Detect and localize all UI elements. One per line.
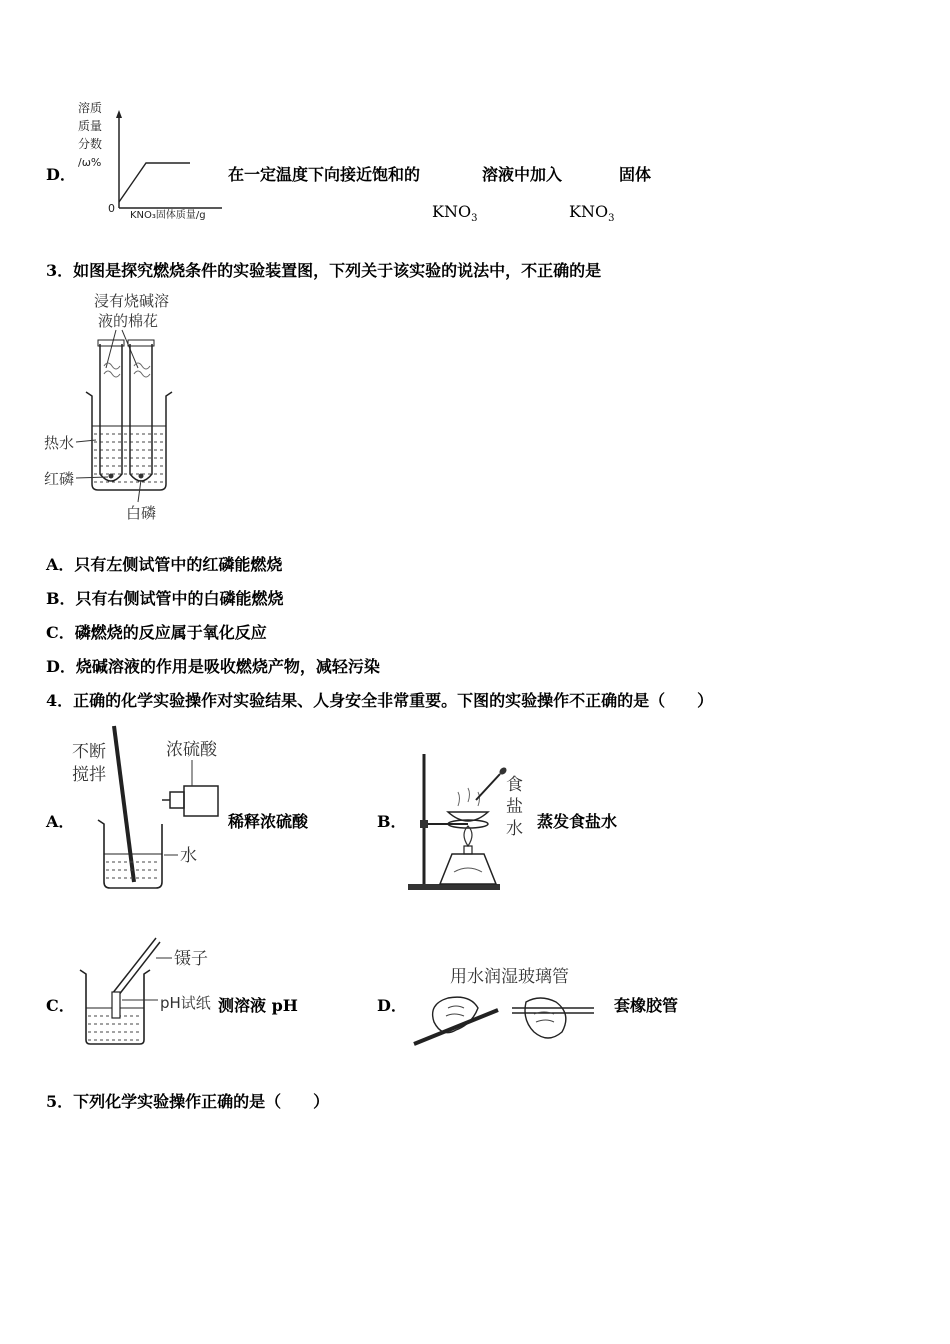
salt-label-1: 食 bbox=[506, 775, 523, 795]
q3-option-d: D．烧碱溶液的作用是吸收燃烧产物，减轻污染 bbox=[46, 657, 380, 676]
q4-stem: 4．正确的化学实验操作对实验结果、人身安全非常重要。下图的实验操作不正确的是（ ） bbox=[46, 691, 714, 710]
water-label: 水 bbox=[180, 846, 197, 866]
salt-label-2: 盐 bbox=[506, 797, 523, 817]
graph-curve bbox=[119, 163, 190, 202]
rubber-tube bbox=[414, 1010, 498, 1044]
graph-y-label-2: 质量 bbox=[78, 119, 103, 133]
q5-stem: 5．下列化学实验操作正确的是（ ） bbox=[46, 1092, 330, 1111]
tube-label: 用水润湿玻璃管 bbox=[450, 967, 569, 987]
evaporation-figure bbox=[402, 750, 532, 892]
tweezer-label: 镊子 bbox=[174, 949, 208, 969]
combustion-apparatus-figure bbox=[42, 288, 202, 526]
cotton-label-line-2: 液的棉花 bbox=[98, 312, 159, 330]
dropper bbox=[476, 774, 500, 800]
tweezers bbox=[112, 938, 156, 994]
q3-stem: 3．如图是探究燃烧条件的实验装置图，下列关于该实验的说法中，不正确的是 bbox=[46, 261, 602, 280]
acid-label: 浓硫酸 bbox=[166, 740, 217, 760]
q2-option-d-text-c: 固体 bbox=[619, 165, 652, 184]
stir-label-1: 不断 bbox=[72, 742, 106, 762]
ph-paper bbox=[112, 992, 120, 1018]
right-hand bbox=[525, 998, 566, 1038]
q4-option-a-letter: A． bbox=[46, 812, 75, 831]
solute-fraction-graph bbox=[72, 98, 232, 226]
acid-bottle bbox=[184, 786, 218, 816]
rubber-tube-figure bbox=[408, 958, 600, 1054]
q4-option-b-letter: B． bbox=[377, 812, 407, 831]
q4-option-b-caption: 蒸发食盐水 bbox=[537, 812, 618, 831]
iron-stand-base bbox=[408, 884, 500, 890]
ph-paper-label: pH试纸 bbox=[160, 994, 211, 1012]
q4-option-a-caption: 稀释浓硫酸 bbox=[228, 812, 309, 831]
graph-y-label-3: 分数 bbox=[78, 137, 103, 151]
q4-option-d-letter: D． bbox=[377, 996, 407, 1015]
q3-option-c: C．磷燃烧的反应属于氧化反应 bbox=[46, 623, 267, 642]
white-phosphorus bbox=[139, 474, 144, 479]
q2-option-d-text-a: 在一定温度下向接近饱和的 bbox=[228, 165, 421, 184]
glass-rod bbox=[114, 726, 134, 882]
formula-kno3-2: $KNO_3$ bbox=[569, 202, 615, 225]
q4-option-d-caption: 套橡胶管 bbox=[614, 996, 679, 1015]
graph-origin: 0 bbox=[108, 202, 115, 215]
graph-y-label-1: 溶质 bbox=[78, 101, 103, 115]
hot-water bbox=[94, 434, 164, 482]
q2-option-d-text-b: 溶液中加入 bbox=[482, 165, 563, 184]
q3-option-b: B．只有右侧试管中的白磷能燃烧 bbox=[46, 589, 284, 608]
dilute-acid-figure bbox=[68, 724, 226, 894]
graph-y-label-4: /ω% bbox=[78, 156, 102, 169]
red-phosphorus bbox=[109, 474, 114, 479]
flame bbox=[464, 826, 472, 846]
q4-option-c-letter: C． bbox=[46, 996, 75, 1015]
hot-water-label: 热水 bbox=[44, 434, 75, 452]
white-phosphorus-label: 白磷 bbox=[126, 504, 157, 522]
salt-label-3: 水 bbox=[506, 819, 523, 839]
stir-label-2: 搅拌 bbox=[72, 765, 106, 785]
cotton-label-line-1: 浸有烧碱溶 bbox=[94, 292, 170, 310]
graph-y-arrow bbox=[116, 110, 122, 118]
ph-test-figure bbox=[76, 934, 218, 1048]
beaker bbox=[86, 392, 172, 490]
formula-kno3-1: $KNO_3$ bbox=[432, 202, 478, 225]
graph-x-label: KNO₃固体质量/g bbox=[130, 210, 206, 221]
option-d-letter: D． bbox=[46, 165, 76, 184]
alcohol-lamp bbox=[440, 854, 496, 884]
q4-option-c-caption: 测溶液 pH bbox=[218, 996, 298, 1015]
q3-option-a: A．只有左侧试管中的红磷能燃烧 bbox=[46, 555, 283, 574]
red-phosphorus-label: 红磷 bbox=[44, 470, 75, 488]
